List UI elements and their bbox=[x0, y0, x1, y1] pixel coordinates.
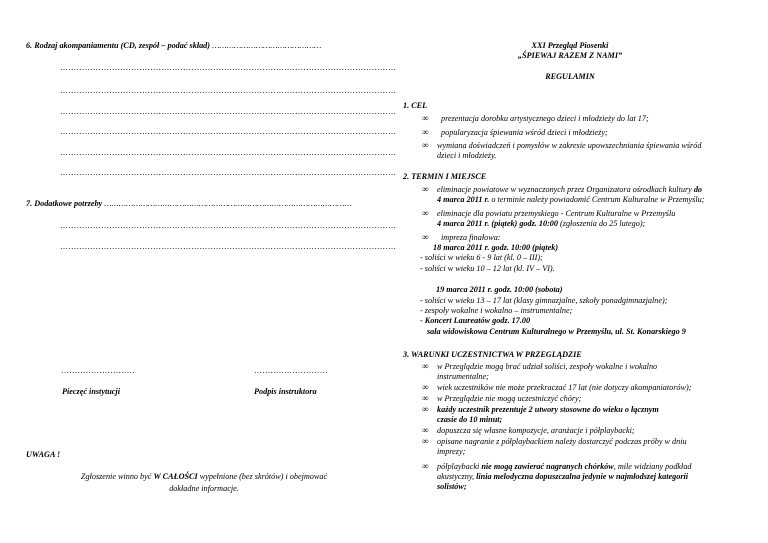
final-day-2: 19 marca 2011 r. godz. 10:00 (sobota) bbox=[436, 285, 563, 294]
item7-inline-dots: ………………………………………………………………………………………… bbox=[104, 199, 352, 208]
instructor-dots: ……………………… bbox=[254, 366, 328, 375]
item6-line-4: …………………………………………………………………………………………………………… bbox=[60, 127, 397, 136]
s2-b1a-text: eliminacje powiatowe w wyznaczonych przez Organizatora ośrodkach kultury bbox=[437, 185, 694, 194]
s2-b1a-bold: do bbox=[693, 185, 703, 194]
item6-line-1: …………………………………………………………………………………………………………… bbox=[60, 63, 397, 72]
s3-b2: wiek uczestników nie może przekraczać 17 lat (nie dotyczy akompaniatorów); bbox=[437, 383, 692, 392]
final-day-2-line-2: - zespoły wokalne i wokalno – instrumentalne; bbox=[420, 306, 573, 315]
bullet-icon: ∞ bbox=[422, 425, 429, 435]
section-1-title: 1. CEL bbox=[403, 101, 428, 110]
final-day-2-line-3: - Koncert Laureatów godz. 17.00 bbox=[420, 316, 531, 325]
item7-line-2: …………………………………………………………………………………………………………… bbox=[60, 242, 397, 251]
s3-b7b bbox=[437, 472, 688, 482]
bullet-icon: ∞ bbox=[422, 393, 429, 403]
s1-b3a: wymiana doświadczeń i pomysłów w zakresie upowszechniania śpiewania wśród bbox=[437, 141, 702, 150]
item6-line-3: …………………………………………………………………………………………………………… bbox=[60, 107, 397, 116]
s2-b3: impreza finałowa: bbox=[441, 233, 501, 242]
s3-b4a: każdy uczestnik prezentuje 2 utwory stosowne do wieku o łącznym bbox=[437, 405, 659, 414]
final-day-2-line-1: - soliści w wieku 13 – 17 lat (klasy gimnazjalne, szkoły ponadgimnazjalne); bbox=[420, 296, 668, 305]
bullet-icon: ∞ bbox=[422, 184, 429, 194]
section-3-title: 3. WARUNKI UCZESTNICTWA W PRZEGLĄDZIE bbox=[403, 350, 582, 359]
section-2-title: 2. TERMIN I MIEJSCE bbox=[403, 172, 487, 181]
s3-b7a-1: półplaybacki bbox=[437, 462, 482, 471]
notice-line-1 bbox=[26, 472, 382, 482]
final-day-2-line-4: sala widowiskowa Centrum Kulturalnego w Przemyślu, ul. St. Konarskiego 9 bbox=[427, 327, 686, 336]
s2-b2a: eliminacje dla powiatu przemyskiego - Centrum Kulturalne w Przemyślu bbox=[437, 209, 676, 218]
s2-b1a bbox=[437, 185, 702, 195]
s3-b6b: imprezy; bbox=[437, 447, 466, 456]
bullet-icon: ∞ bbox=[422, 436, 429, 446]
notice-line-2: dokładne informacje. bbox=[169, 484, 239, 493]
s3-b6a: opisane nagranie z półplaybackiem należy dostarczyć podczas próby w dniu bbox=[437, 437, 687, 446]
s1-b1: prezentacja dorobku artystycznego dzieci i młodzieży do lat 17; bbox=[441, 114, 649, 123]
bullet-icon: ∞ bbox=[422, 127, 429, 137]
final-day-1: 18 marca 2011 r. godz. 10:00 (piątek) bbox=[433, 243, 559, 252]
bullet-icon: ∞ bbox=[422, 208, 429, 218]
bullet-icon: ∞ bbox=[422, 361, 429, 371]
final-day-1-line-1: - soliści w wieku 6 - 9 lat (kl. 0 – III); bbox=[420, 253, 543, 262]
instructor-label: Podpis instruktora bbox=[254, 387, 317, 396]
stamp-dots: ……………………… bbox=[61, 366, 135, 375]
s3-b3: w Przeglądzie nie mogą uczestniczyć chóry; bbox=[437, 394, 582, 403]
s3-b7a-3: , mile widziany podkład bbox=[613, 462, 692, 471]
s3-b5: dopuszcza się własne kompozycje, aranżacje i półplaybacki; bbox=[437, 426, 635, 435]
bullet-icon: ∞ bbox=[422, 140, 429, 150]
s3-b7a-bold: nie mogą zawierać nagranych chórków bbox=[481, 462, 614, 471]
header-line-2: „ŚPIEWAJ RAZEM Z NAMI” bbox=[517, 51, 623, 60]
s2-b1b-text: o terminie należy powiadomić Centrum Kulturalne w Przemyślu; bbox=[489, 195, 705, 204]
s2-b2b bbox=[437, 219, 645, 229]
item6-line-2: …………………………………………………………………………………………………………… bbox=[60, 86, 397, 95]
s2-b1b-bold: 4 marca 2011 r. bbox=[437, 195, 490, 204]
bullet-icon: ∞ bbox=[422, 232, 429, 242]
s3-b7b-bold: linia melodyczna dopuszczalna jedynie w najmłodszej kategorii bbox=[476, 472, 689, 481]
s3-b1a: w Przeglądzie mogą brać udział soliści, zespoły wokalne i wokalno bbox=[437, 362, 658, 371]
notice-line-1-a: Zgłoszenie winno być bbox=[80, 472, 154, 481]
s2-b2b-bold: 4 marca 2011 r. (piątek) godz. 10:00 bbox=[437, 219, 558, 228]
header-line-3: REGULAMIN bbox=[545, 72, 595, 81]
item7-line-1: …………………………………………………………………………………………………………… bbox=[60, 221, 397, 230]
s3-b4b: czasie do 10 minut; bbox=[437, 415, 503, 424]
bullet-icon: ∞ bbox=[422, 382, 429, 392]
s3-b7a bbox=[437, 462, 692, 472]
item7-label bbox=[26, 199, 352, 209]
item6-inline-dots: ……………………………………… bbox=[212, 41, 322, 50]
header-line-1: XXI Przegląd Piosenki bbox=[531, 41, 609, 50]
item6-line-5: …………………………………………………………………………………………………………… bbox=[60, 148, 397, 157]
stamp-label: Pieczęć instytucji bbox=[62, 387, 120, 396]
notice-line-1-c: wypełnione (bez skrótów) i obejmować bbox=[197, 472, 328, 481]
item6-line-6: …………………………………………………………………………………………………………… bbox=[60, 168, 397, 177]
bullet-icon: ∞ bbox=[422, 113, 429, 123]
bullet-icon: ∞ bbox=[422, 461, 429, 471]
item6-label-text: 6. Rodzaj akompaniamentu (CD, zespół – podać skład) bbox=[26, 41, 211, 50]
s3-b1b: instrumentalne; bbox=[437, 372, 489, 381]
notice-title: UWAGA ! bbox=[26, 450, 61, 459]
s3-b7b-1: akustyczny, bbox=[437, 472, 477, 481]
s1-b3b: dzieci i młodzieży. bbox=[437, 151, 497, 160]
s2-b1b bbox=[437, 195, 704, 205]
bullet-icon: ∞ bbox=[422, 404, 429, 414]
notice-line-1-bold: W CAŁOŚCI bbox=[153, 472, 198, 481]
s2-b2b-text: (zgłoszenia do 25 lutego); bbox=[558, 219, 646, 228]
s3-b7c: solistów; bbox=[437, 482, 467, 491]
item6-label bbox=[26, 41, 321, 51]
final-day-1-line-2: - soliści w wieku 10 – 12 lat (kl. IV – VI). bbox=[420, 264, 555, 273]
s1-b2: popularyzacja śpiewania wśród dzieci i młodzieży; bbox=[441, 128, 608, 137]
item7-label-text: 7. Dodatkowe potrzeby bbox=[26, 199, 103, 208]
